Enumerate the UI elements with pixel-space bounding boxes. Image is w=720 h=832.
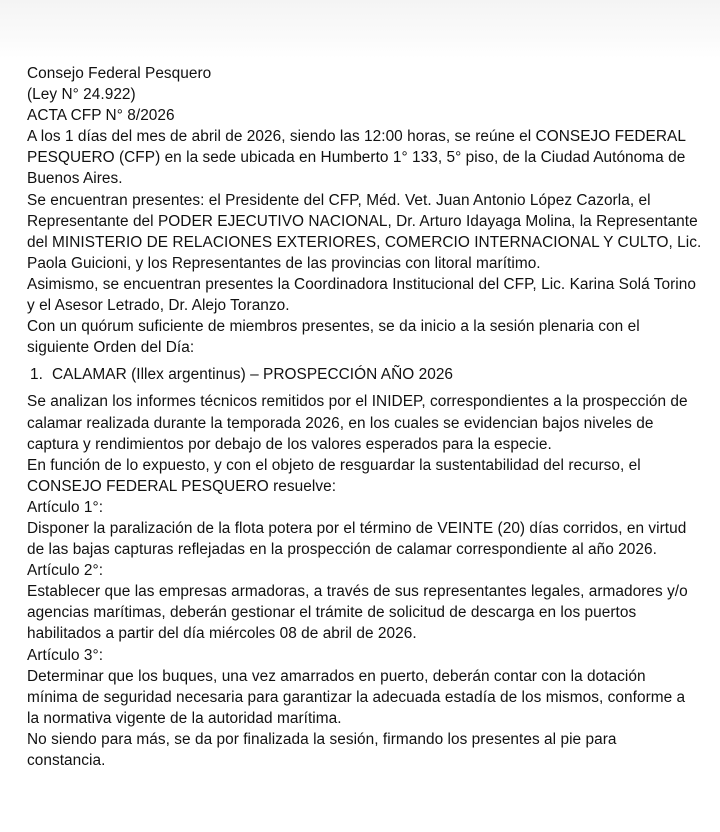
analysis-line: calamar realizada durante la temporada 2026, en los cuales se evidencian bajos niveles de [27, 414, 654, 432]
header-acta: ACTA CFP N° 8/2026 [27, 107, 175, 125]
article-line: mínima de seguridad necesaria para garantizar la adecuada estadía de los mismos, conforme a [27, 688, 686, 706]
article-line: Establecer que las empresas armadoras, a través de sus representantes legales, armadores y/o [27, 583, 688, 601]
intro-line: PESQUERO (CFP) en la sede ubicada en Humberto 1° 133, 5° piso, de la Ciudad Autónoma de [27, 149, 686, 167]
intro-line: A los 1 días del mes de abril de 2026, siendo las 12:00 horas, se reúne el CONSEJO FEDERAL [27, 128, 686, 146]
analysis-line: Se analizan los informes técnicos remitidos por el INIDEP, correspondientes a la prospección de [27, 393, 688, 411]
header-org: Consejo Federal Pesquero [27, 65, 212, 82]
article-line: la normativa vigente de la autoridad marítima. [27, 709, 342, 727]
attendees-line: Representante del PODER EJECUTIVO NACIONAL, Dr. Arturo Idayaga Molina, la Representante [27, 212, 698, 230]
agenda-item [27, 364, 709, 385]
top-shade [0, 0, 720, 58]
acta-document [27, 63, 709, 771]
article-title: Artículo 3°: [27, 646, 104, 664]
quorum-line: siguiente Orden del Día: [27, 339, 195, 357]
others-line: Asimismo, se encuentran presentes la Coordinadora Institucional del CFP, Lic. Karina Solá Torino [27, 275, 696, 293]
closing-line: constancia. [27, 752, 106, 769]
closing-line: No siendo para más, se da por finalizada la sesión, firmando los presentes al pie para [27, 730, 617, 748]
quorum-line: Con un quórum suficiente de miembros presentes, se da inicio a la sesión plenaria con el [27, 318, 640, 336]
attendees-line: Se encuentran presentes: el Presidente del CFP, Méd. Vet. Juan Antonio López Cazorla, el [27, 191, 651, 209]
article-line: agencias marítimas, deberán gestionar el trámite de solicitud de descarga en los puertos [27, 604, 637, 622]
resolution-line: CONSEJO FEDERAL PESQUERO resuelve: [27, 477, 337, 495]
attendees-line: del MINISTERIO DE RELACIONES EXTERIORES, COMERCIO INTERNACIONAL Y CULTO, Lic. [27, 233, 702, 251]
article-line: Disponer la paralización de la flota potera por el término de VEINTE (20) días corridos, en virtud [27, 519, 687, 537]
agenda-item-title: CALAMAR (Illex argentinus) – PROSPECCIÓN AÑO 2026 [52, 366, 454, 384]
article-line: de las bajas capturas reflejadas en la prospección de calamar correspondiente al año 2026. [27, 541, 657, 559]
attendees-line: Paola Guicioni, y los Representantes de las provincias con litoral marítimo. [27, 254, 541, 272]
others-line: y el Asesor Letrado, Dr. Alejo Toranzo. [27, 297, 290, 315]
resolution-line: En función de lo expuesto, y con el objeto de resguardar la sustentabilidad del recurso, el [27, 456, 641, 474]
header-law: (Ley N° 24.922) [27, 86, 136, 104]
article-title: Artículo 2°: [27, 562, 104, 580]
intro-line: Buenos Aires. [27, 170, 123, 188]
article-title: Artículo 1°: [27, 498, 104, 516]
article-line: Determinar que los buques, una vez amarrados en puerto, deberán contar con la dotación [27, 667, 646, 685]
analysis-line: captura y rendimientos por debajo de los valores esperados para la especie. [27, 435, 552, 453]
article-line: habilitados a partir del día miércoles 08 de abril de 2026. [27, 625, 417, 643]
agenda-item-number: 1. [30, 366, 43, 384]
